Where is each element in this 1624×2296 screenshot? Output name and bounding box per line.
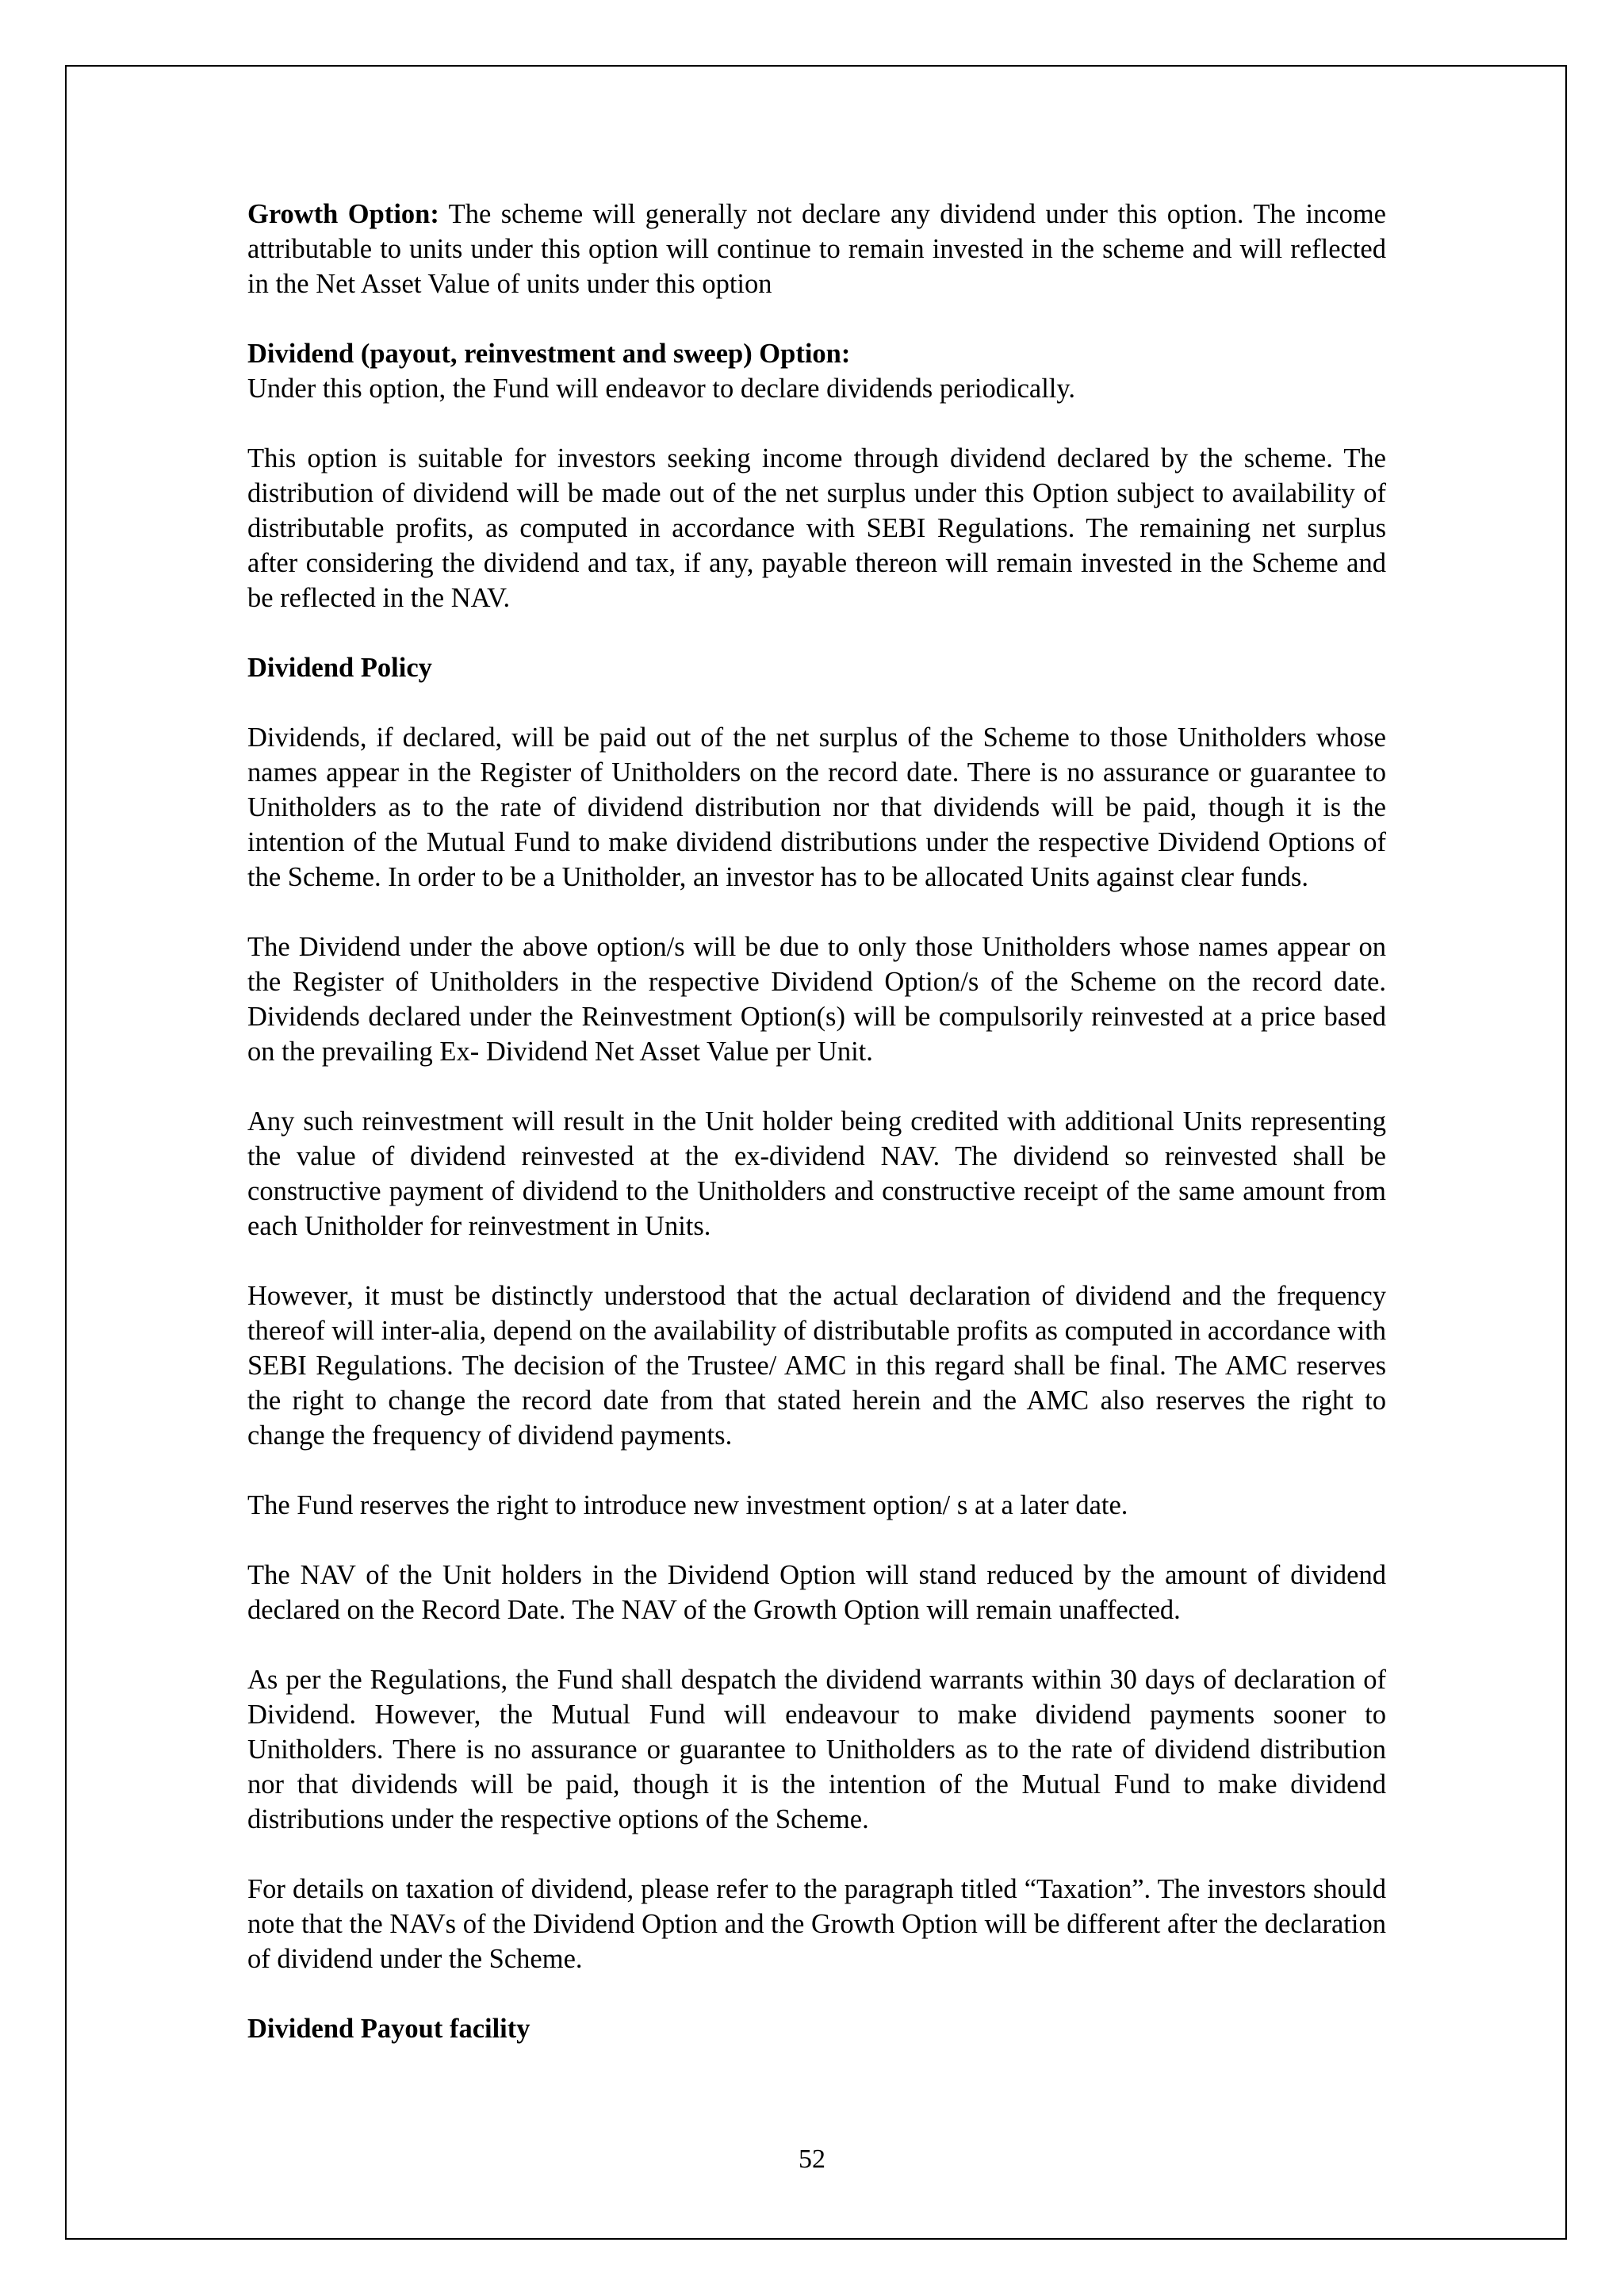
dividend-policy-paragraph-3: Any such reinvestment will result in the Unit holder being credited with additional Units representing the value of dividend reinvested at the ex-dividend NAV. The dividend so reinvested shall be constructive payment of dividend to the Unitholders and constructive receipt of the same amount from each Unitholder for reinvestment in Units. — [247, 1106, 1386, 1241]
growth-option-label: Growth Option: — [247, 199, 439, 229]
dividend-policy-paragraph-1: Dividends, if declared, will be paid out of the net surplus of the Scheme to those Unitholders whose names appear in the Register of Unitholders on the record date. There is no assurance or guarantee to Unitholders as to the rate of dividend distribution nor that dividends will be paid, though it is the intention of the Mutual Fund to make dividend distributions under the respective Dividend Options of the Scheme. In order to be a Unitholder, an investor has to be allocated Units against clear funds. — [247, 723, 1386, 892]
dividend-payout-heading: Dividend Payout facility — [247, 2014, 530, 2044]
dividend-policy-paragraph-2: The Dividend under the above option/s will be due to only those Unitholders whose names appear on the Register of Unitholders in the respective Dividend Option/s of the Scheme on the record date. Dividends declared under the Reinvestment Option(s) will be compulsorily reinvested at a price based on the prevailing Ex- Dividend Net Asset Value per Unit. — [247, 932, 1386, 1067]
suitability-paragraph: This option is suitable for investors seeking income through dividend declared by the scheme. The distribution of dividend will be made out of the net surplus under this Option subject to availability of distributable profits, as computed in accordance with SEBI Regulations. The remaining net surplus after considering the dividend and tax, if any, payable thereon will remain invested in the Scheme and be reflected in the NAV. — [247, 443, 1386, 613]
dividend-policy-paragraph-6: The NAV of the Unit holders in the Dividend Option will stand reduced by the amount of dividend declared on the Record Date. The NAV of the Growth Option will remain unaffected. — [247, 1560, 1386, 1625]
page-number: 52 — [799, 2145, 825, 2174]
dividend-policy-paragraph-5: The Fund reserves the right to introduce new investment option/ s at a later date. — [247, 1490, 1128, 1520]
dividend-option-text: Under this option, the Fund will endeavor to declare dividends periodically. — [247, 374, 1076, 404]
document-body — [247, 197, 1386, 2046]
growth-option-paragraph — [247, 197, 1386, 301]
dividend-policy-paragraph-7: As per the Regulations, the Fund shall despatch the dividend warrants within 30 days of declaration of Dividend. However, the Mutual Fund will endeavour to make dividend payments sooner to Unitholders. There is no assurance or guarantee to Unitholders as to the rate of dividend distribution nor that dividends will be paid, though it is the intention of the Mutual Fund to make dividend distributions under the respective options of the Scheme. — [247, 1665, 1386, 1834]
dividend-policy-paragraph-8: For details on taxation of dividend, please refer to the paragraph titled “Taxation”. The investors should note that the NAVs of the Dividend Option and the Growth Option will be different after the declaration of dividend under the Scheme. — [247, 1874, 1386, 1974]
growth-option-text: The scheme will generally not declare any dividend under this option. The income attributable to units under this option will continue to remain invested in the scheme and will reflected in the Net Asset Value of units under this option — [247, 199, 1386, 299]
dividend-policy-heading: Dividend Policy — [247, 653, 432, 683]
dividend-policy-paragraph-4: However, it must be distinctly understood that the actual declaration of dividend and the frequency thereof will inter-alia, depend on the availability of distributable profits as computed in accordance with SEBI Regulations. The decision of the Trustee/ AMC in this regard shall be final. The AMC reserves the right to change the record date from that stated herein and the AMC also reserves the right to change the frequency of dividend payments. — [247, 1281, 1386, 1451]
dividend-option-heading: Dividend (payout, reinvestment and sweep) Option: — [247, 339, 851, 369]
